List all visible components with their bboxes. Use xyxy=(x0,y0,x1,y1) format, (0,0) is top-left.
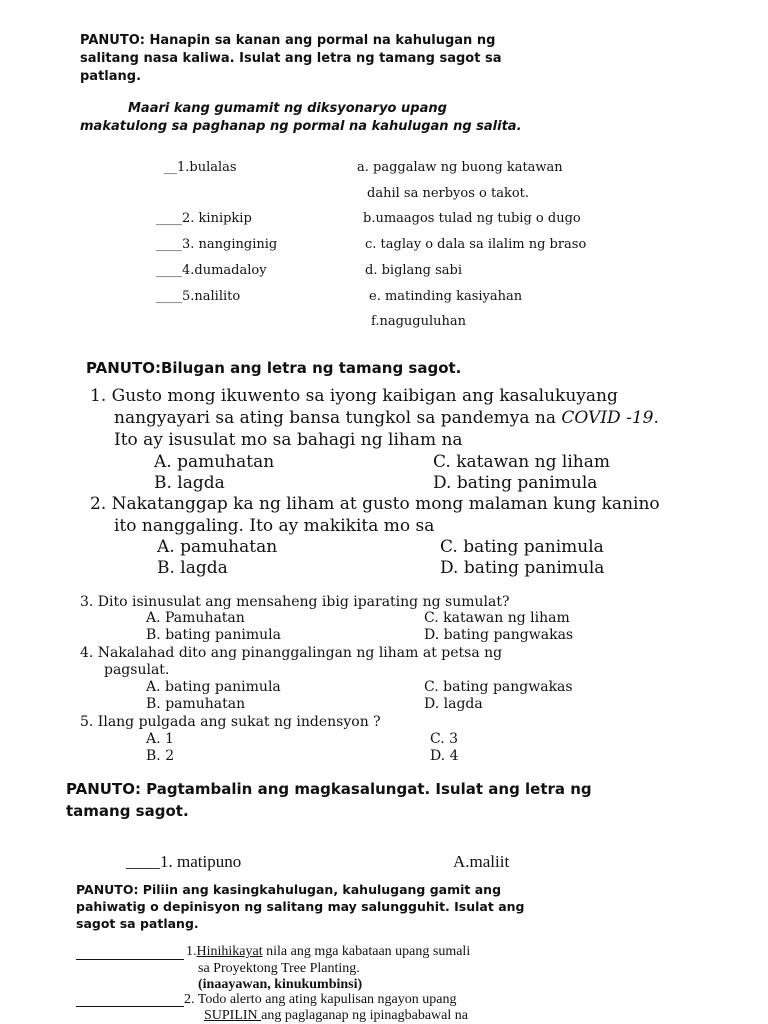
question-stem: ito nanggaling. Ito ay makikita mo sa xyxy=(114,516,435,536)
option-a[interactable]: A. Pamuhatan xyxy=(146,610,245,626)
answer-blank[interactable]: ____ xyxy=(156,211,182,226)
answer-blank[interactable]: ____ xyxy=(156,289,182,304)
choice-text: a. paggalaw ng buong katawan xyxy=(357,160,563,175)
question-number: 1. xyxy=(186,944,197,959)
choice-text: A.maliit xyxy=(453,852,510,871)
option-c[interactable]: C. bating pangwakas xyxy=(424,679,573,695)
option-c[interactable]: C. katawan ng liham xyxy=(424,610,570,626)
question-stem xyxy=(186,944,470,960)
underlined-word: SUPILIN xyxy=(204,1008,262,1023)
question-stem: Ito ay isusulat mo sa bahagi ng liham na xyxy=(114,430,463,450)
option-d[interactable]: D. bating panimula xyxy=(433,473,598,493)
answer-blank[interactable]: ____ xyxy=(156,263,182,278)
choice-text: d. biglang sabi xyxy=(365,263,463,278)
option-b[interactable]: B. bating panimula xyxy=(146,627,281,643)
section1-instruction-line3: patlang. xyxy=(80,69,142,84)
section4-instruction-line2: pahiwatig o depinisyon ng salitang may salungguhit. Isulat ang xyxy=(76,899,525,914)
item-label: 2. kinipkip xyxy=(182,211,252,226)
stem-text: ang paglaganap ng ipinagbabawal na xyxy=(261,1008,468,1023)
list-item xyxy=(156,289,240,304)
option-b[interactable]: B. lagda xyxy=(157,558,228,578)
answer-blank[interactable]: __ xyxy=(164,160,177,175)
question-stem: 5. Ilang pulgada ang sukat ng indensyon ? xyxy=(80,714,381,730)
section1-instruction-line2: salitang nasa kaliwa. Isulat ang letra ng tamang sagot sa xyxy=(80,51,502,66)
section1-note-line1: Maari kang gumamit ng diksyonaryo upang xyxy=(128,101,447,116)
section1-note-line2: makatulong sa paghanap ng pormal na kahulugan ng salita. xyxy=(80,119,522,134)
option-a[interactable]: A. bating panimula xyxy=(146,679,281,695)
option-c[interactable]: C. bating panimula xyxy=(440,537,604,557)
question-stem: 2. Nakatanggap ka ng liham at gusto mong malaman kung kanino xyxy=(90,494,660,514)
choice-text: e. matinding kasiyahan xyxy=(369,289,523,304)
answer-blank[interactable]: ____ xyxy=(126,852,160,871)
list-item xyxy=(156,263,267,278)
item-label: 3. nanginginig xyxy=(182,237,278,252)
option-d[interactable]: D. lagda xyxy=(424,696,483,712)
option-a[interactable]: A. pamuhatan xyxy=(157,537,278,557)
item-label: 1.bulalas xyxy=(177,160,237,175)
option-d[interactable]: D. bating pangwakas xyxy=(424,627,574,643)
list-item xyxy=(156,211,252,226)
question-stem: sa Proyektong Tree Planting. xyxy=(198,961,360,976)
stem-text: . xyxy=(653,408,659,428)
section4-instruction-line3: sagot sa patlang. xyxy=(76,916,199,931)
section4-instruction-line1: PANUTO: Piliin ang kasingkahulugan, kahulugang gamit ang xyxy=(76,882,502,897)
item-label: 5.nalilito xyxy=(182,289,241,304)
item-label: 1. matipuno xyxy=(160,852,242,871)
option-d[interactable]: D. 4 xyxy=(430,748,459,764)
question-stem: 3. Dito isinusulat ang mensaheng ibig iparating ng sumulat? xyxy=(80,594,510,610)
option-a[interactable]: A. pamuhatan xyxy=(154,452,275,472)
option-c[interactable]: C. 3 xyxy=(430,731,459,747)
answer-blank-line[interactable] xyxy=(76,1006,184,1007)
answer-blank[interactable]: ____ xyxy=(156,237,182,252)
question-stem xyxy=(204,1008,468,1024)
question-stem: 4. Nakalahad dito ang pinanggalingan ng liham at petsa ng xyxy=(80,645,503,661)
choice-text: c. taglay o dala sa ilalim ng braso xyxy=(365,237,587,252)
option-c[interactable]: C. katawan ng liham xyxy=(433,452,610,472)
list-item xyxy=(156,237,277,252)
underlined-word: Hinihikayat xyxy=(196,944,263,959)
question-stem xyxy=(114,408,659,428)
choice-text: f.naguguluhan xyxy=(371,314,467,329)
choice-text: dahil sa nerbyos o takot. xyxy=(367,186,530,201)
option-d[interactable]: D. bating panimula xyxy=(440,558,605,578)
option-a[interactable]: A. 1 xyxy=(146,731,174,747)
option-b[interactable]: B. 2 xyxy=(146,748,175,764)
stem-italic-text: COVID -19 xyxy=(561,408,654,428)
answer-blank-line[interactable] xyxy=(76,959,184,960)
question-stem: 1. Gusto mong ikuwento sa iyong kaibigan ang kasalukuyang xyxy=(90,386,618,406)
stem-text: nangyayari sa ating bansa tungkol sa pandemya na xyxy=(114,408,562,428)
word-choices: (inaayawan, kinukumbinsi) xyxy=(198,977,363,992)
section1-instruction-line1: PANUTO: Hanapin sa kanan ang pormal na kahulugan ng xyxy=(80,33,496,48)
item-label: 4.dumadaloy xyxy=(182,263,267,278)
section2-heading: PANUTO:Bilugan ang letra ng tamang sagot. xyxy=(86,359,462,377)
stem-text: nila ang mga kabataan upang sumali xyxy=(262,944,471,959)
option-b[interactable]: B. lagda xyxy=(154,473,225,493)
question-stem: 2. Todo alerto ang ating kapulisan ngayon upang xyxy=(184,992,457,1007)
section3-heading-line1: PANUTO: Pagtambalin ang magkasalungat. Isulat ang letra ng xyxy=(66,780,592,798)
choice-text: b.umaagos tulad ng tubig o dugo xyxy=(363,211,581,226)
option-b[interactable]: B. pamuhatan xyxy=(146,696,246,712)
question-stem: pagsulat. xyxy=(104,662,170,678)
list-item xyxy=(126,852,241,872)
list-item xyxy=(164,160,237,175)
section3-heading-line2: tamang sagot. xyxy=(66,802,189,820)
